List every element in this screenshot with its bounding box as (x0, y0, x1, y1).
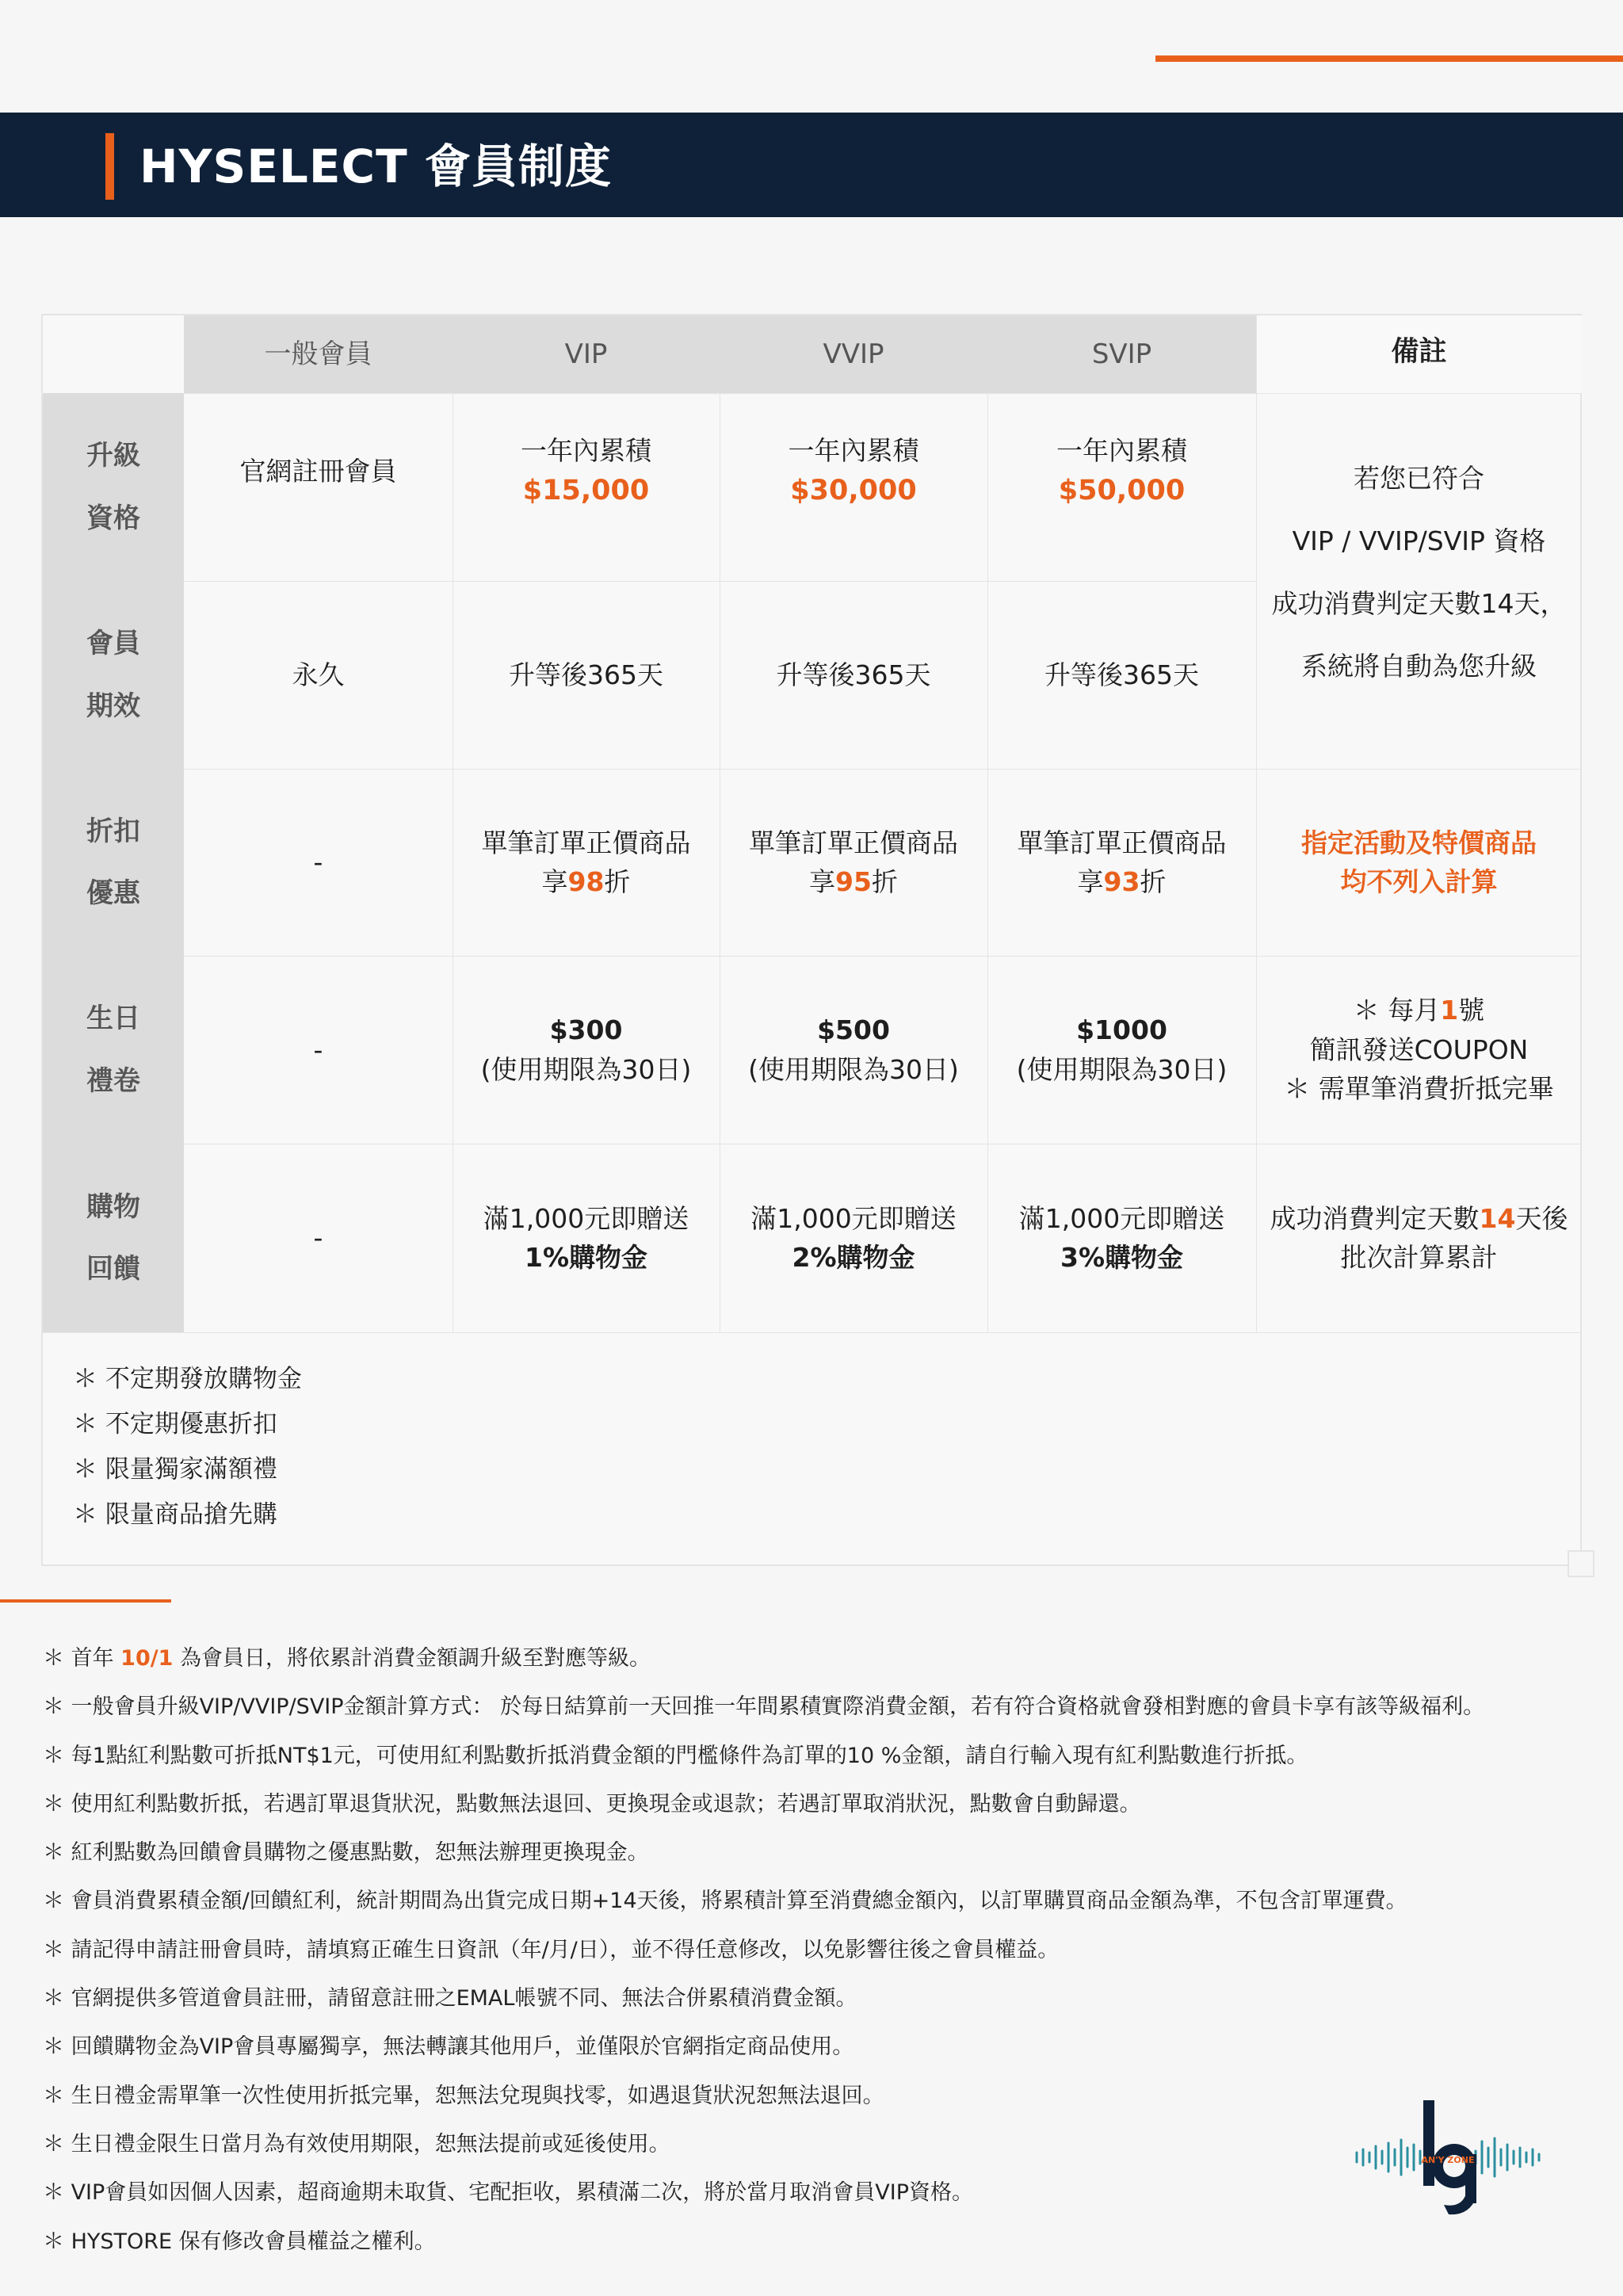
cashback-svip-cell (987, 1144, 1256, 1332)
cell-text: VIP / VVIP/SVIP 資格 (1292, 525, 1546, 556)
cell-text: 單筆訂單正價商品 (1017, 827, 1227, 858)
cell-text: 單筆訂單正價商品 (481, 827, 691, 858)
validity-vvip-cell: 升等後365天 (776, 659, 931, 690)
member-day-date: 10/1 (120, 1646, 174, 1671)
cell-text: 均不列入計算 (1340, 866, 1498, 897)
list-item: ＊ 紅利點數為回饋會員購物之優惠點數，恕無法辦理更換現金。 (43, 1840, 649, 1866)
cell-text: 官網註冊會員 (239, 455, 397, 487)
upgrade-svip-cell (987, 393, 1256, 581)
upgrade-vvip-cell (720, 393, 987, 581)
col-header-notes: 備註 (1256, 315, 1582, 393)
birthday-note-cell (1256, 956, 1582, 1144)
cell-text (1270, 1199, 1568, 1239)
list-item: ＊ VIP會員如因個人因素，超商逾期未取貨、宅配拒收，累積滿二次，將於當月取消會員VIP資格。 (43, 2180, 974, 2206)
row-label-birthday (43, 956, 184, 1144)
cell-text: 天後 (1515, 1202, 1568, 1234)
logo-text: AN'Y ZONE (1421, 2155, 1475, 2165)
list-item: ＊ 回饋購物金為VIP會員專屬獨享，無法轉讓其他用戶，並僅限於官網指定商品使用。 (43, 2034, 854, 2060)
svip-threshold-amount: $50,000 (1058, 475, 1186, 506)
discount-general-cell: - (313, 846, 323, 878)
cashback-rate: 1%購物金 (524, 1242, 648, 1273)
validity-general-cell: 永久 (292, 659, 345, 690)
corner-decoration (1568, 1550, 1594, 1577)
vvip-threshold-amount: $30,000 (790, 475, 917, 506)
cell-text: 一年內累積 (788, 434, 919, 466)
cashback-vvip-cell (720, 1144, 987, 1332)
birthday-general-cell: - (313, 1033, 323, 1065)
grid-line (43, 1332, 1582, 1333)
row-label-line: 折扣 (86, 815, 140, 847)
cell-text: 享 (1077, 866, 1104, 897)
row-label-line: 資格 (86, 502, 140, 534)
validity-svip-cell: 升等後365天 (1044, 659, 1199, 690)
cell-text: ＊ 需單筆消費折抵完畢 (1284, 1073, 1554, 1105)
cell-text: 簡訊發送COUPON (1309, 1033, 1529, 1065)
cell-text: 折 (1140, 866, 1167, 897)
row-label-line: 升級 (86, 440, 140, 472)
terms-notes (43, 1634, 1485, 2266)
upgrade-vip-cell (453, 393, 720, 581)
upgrade-note-cell (1256, 393, 1582, 769)
cell-text: 單筆訂單正價商品 (749, 827, 958, 858)
list-item: ＊ 會員消費累積金額/回饋紅利，統計期間為出貨完成日期+14天後，將累積計算至消費總金額內，以訂單購買商品金額為準，不包含訂單運費。 (43, 1889, 1407, 1914)
upgrade-general-cell (184, 393, 453, 581)
note-text: 為會員日，將依累計消費金額調升級至對應等級。 (173, 1646, 651, 1671)
list-item: ＊ 不定期優惠折扣 (73, 1410, 277, 1438)
cell-text: 一年內累積 (1056, 434, 1187, 466)
col-header-vvip: VVIP (720, 315, 987, 393)
cell-text: 成功消費判定天數14天， (1271, 588, 1567, 619)
cashback-vip-cell (453, 1144, 720, 1332)
validity-vip-cell: 升等後365天 (509, 659, 663, 690)
list-item: ＊ 使用紅利點數折抵，若遇訂單退貨狀況，點數無法退回、更換現金或退款；若遇訂單取消狀況，點數會自動歸還。 (43, 1791, 1141, 1817)
cell-text: 折 (871, 866, 898, 897)
list-item: ＊ HYSTORE 保有修改會員權益之權利。 (43, 2229, 436, 2254)
cell-text: 折 (604, 866, 631, 897)
title-accent-bar (105, 133, 114, 200)
discount-value: 98 (567, 866, 605, 897)
row-label-line: 期效 (86, 690, 140, 722)
send-day: 1 (1440, 995, 1459, 1026)
cell-text: 若您已符合 (1354, 463, 1484, 494)
birthday-vip-cell (453, 956, 720, 1144)
cell-text: ＊ 每月 (1353, 995, 1441, 1026)
page-title: HYSELECT 會員制度 (139, 139, 612, 193)
list-item: ＊ 每1點紅利點數可折抵NT$1元，可使用紅利點數折抵消費金額的門檻條件為訂單的10 %金額，請自行輸入現有紅利點數進行折抵。 (43, 1743, 1308, 1768)
discount-rate (809, 862, 898, 902)
voucher-amount: $300 (549, 1014, 623, 1045)
discount-svip-cell (987, 769, 1256, 956)
discount-note-cell (1256, 769, 1582, 956)
cell-text: 滿1,000元即贈送 (1018, 1202, 1225, 1234)
cashback-rate: 3%購物金 (1060, 1242, 1184, 1273)
cashback-general-cell: - (313, 1222, 323, 1254)
list-item: ＊ 不定期發放購物金 (73, 1365, 302, 1393)
row-label-line: 禮卷 (86, 1064, 140, 1097)
cell-text: 號 (1458, 995, 1485, 1026)
vip-threshold-amount: $15,000 (522, 475, 650, 506)
cell-text: 滿1,000元即贈送 (750, 1202, 957, 1234)
list-item: ＊ 限量獨家滿額禮 (73, 1455, 277, 1484)
cashback-note-cell (1256, 1144, 1582, 1332)
list-item: ＊ 請記得申請註冊會員時，請填寫正確生日資訊（年/月/日），並不得任意修改，以免影響往後之會員權益。 (43, 1937, 1060, 1962)
top-accent-line (1155, 55, 1623, 62)
voucher-amount: $1000 (1076, 1014, 1167, 1045)
discount-vip-cell (453, 769, 720, 956)
list-item: ＊ 一般會員升級VIP/VVIP/SVIP金額計算方式： 於每日結算前一天回推一年間累積實際消費金額，若有符合資格就會發相對應的會員卡享有該等級福利。 (43, 1694, 1485, 1720)
cell-text: 成功消費判定天數 (1270, 1202, 1480, 1234)
row-label-discount (43, 769, 184, 956)
row-label-upgrade (43, 393, 184, 581)
extra-benefits-list (73, 1357, 302, 1538)
col-header-svip: SVIP (987, 315, 1256, 393)
col-header-vip: VIP (453, 315, 720, 393)
cell-text: (使用期限為30日) (1016, 1053, 1228, 1085)
note-text: ＊ 首年 (43, 1646, 121, 1671)
discount-rate (542, 862, 631, 902)
birthday-vvip-cell (720, 956, 987, 1144)
row-label-line: 回饋 (86, 1253, 140, 1285)
row-label-line: 優惠 (86, 877, 140, 909)
cell-text: (使用期限為30日) (748, 1053, 959, 1085)
list-item (43, 1634, 1469, 1683)
settlement-days: 14 (1479, 1202, 1516, 1234)
cell-text (1354, 991, 1484, 1030)
discount-vvip-cell (720, 769, 987, 956)
list-item: ＊ 限量商品搶先購 (73, 1500, 277, 1529)
cell-text: 系統將自動為您升級 (1301, 651, 1537, 682)
cell-text: 批次計算累計 (1340, 1242, 1498, 1273)
list-item: ＊ 生日禮金限生日當月為有效使用期限，恕無法提前或延後使用。 (43, 2131, 670, 2157)
row-label-cashback (43, 1144, 184, 1332)
table-corner-cell (43, 315, 184, 393)
cell-text: (使用期限為30日) (480, 1053, 692, 1085)
cell-text: 一年內累積 (521, 434, 651, 466)
discount-value: 95 (835, 866, 872, 897)
cashback-rate: 2%購物金 (792, 1242, 915, 1273)
row-label-line: 生日 (86, 1003, 140, 1035)
list-item: ＊ 生日禮金需單筆一次性使用折抵完畢，恕無法兌現與找零，如遇退貨狀況恕無法退回。 (43, 2083, 884, 2108)
discount-value: 93 (1103, 866, 1140, 897)
discount-rate (1078, 862, 1167, 902)
section-divider (0, 1599, 171, 1603)
cell-text: 享 (809, 866, 836, 897)
birthday-svip-cell (987, 956, 1256, 1144)
brand-logo (1350, 2092, 1545, 2221)
row-label-line: 會員 (86, 628, 140, 660)
row-label-validity (43, 581, 184, 769)
row-label-line: 購物 (86, 1190, 140, 1223)
cell-text: 滿1,000元即贈送 (483, 1202, 689, 1234)
cell-text: 享 (541, 866, 568, 897)
cell-text: 指定活動及特價商品 (1301, 827, 1537, 858)
col-header-general: 一般會員 (184, 315, 453, 393)
voucher-amount: $500 (817, 1014, 890, 1045)
list-item: ＊ 官網提供多管道會員註冊，請留意註冊之EMAL帳號不同、無法合併累積消費金額。 (43, 1986, 857, 2011)
